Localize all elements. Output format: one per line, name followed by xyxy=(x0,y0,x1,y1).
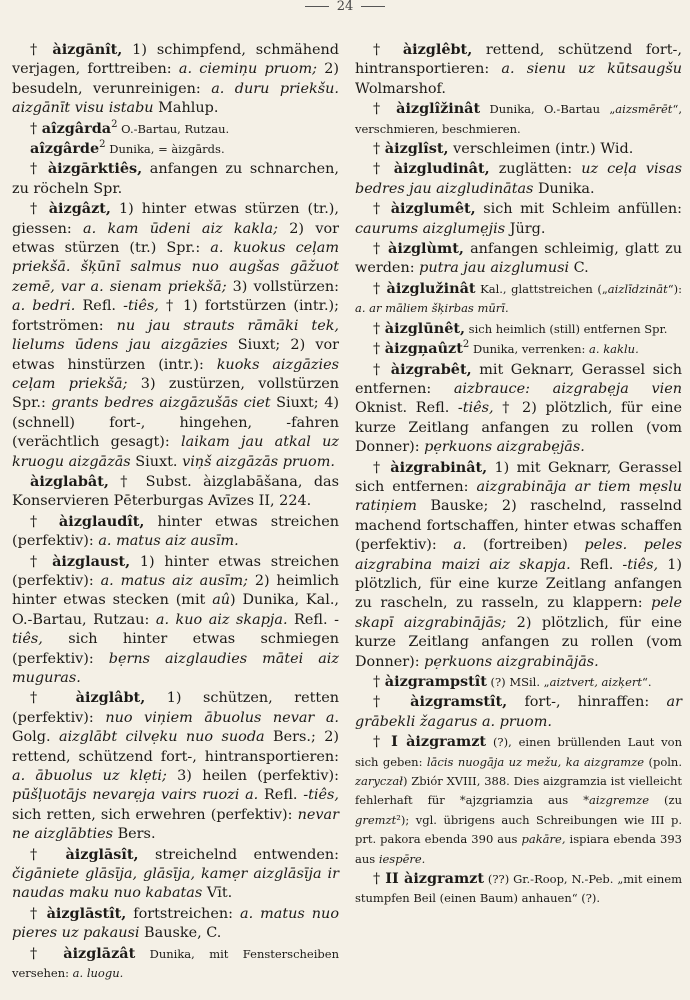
entry-text: † xyxy=(30,42,53,58)
entry-text: † xyxy=(30,690,76,707)
entry-example: grants bedres aizgāzušās ciet xyxy=(51,395,271,412)
entry-text: † xyxy=(373,341,385,358)
entry-headword: àizglāzât xyxy=(63,944,136,962)
dictionary-entry xyxy=(12,512,339,552)
entry-text: † xyxy=(373,101,397,118)
dictionary-entry xyxy=(355,239,682,279)
dictionary-entry xyxy=(355,672,682,692)
entry-example: a. kaklu. xyxy=(589,342,639,357)
entry-text: sich hinter etwas schmiegen (perfektiv): xyxy=(12,631,339,667)
entry-example: aizglābt cilvẹku nuo suoda xyxy=(58,729,265,746)
entry-headword: àizgrabêt, xyxy=(390,360,472,378)
entry-text: † xyxy=(373,42,403,58)
entry-text: † Subst. àizglabāšana, das Konservieren Pēterburgas Avīzes II, 224. xyxy=(12,473,339,510)
entry-example: čigāniete glāsīja, glāsīja, kamẹr aizglāsīja ir naudas maku nuo kabatas xyxy=(12,866,339,902)
dictionary-entry xyxy=(12,159,339,199)
entry-headword: àizgrabinât, xyxy=(390,458,488,476)
entry-headword: àizglâbt, xyxy=(75,689,146,707)
entry-small-text: “. xyxy=(642,675,652,689)
entry-example: bẹrns aizglaudies mātei aiz muguras. xyxy=(12,650,339,686)
entry-example: a. matus aiz ausīm; xyxy=(100,572,248,589)
dictionary-entry xyxy=(355,40,682,99)
entry-text: mit Geknarr, Gerassel sich entfernen: xyxy=(355,361,682,397)
dictionary-entry xyxy=(355,869,682,909)
entry-example: aizgremze xyxy=(588,793,649,808)
entry-headword: àizglêbt, xyxy=(402,41,473,58)
right-column xyxy=(355,40,682,909)
entry-small-text: (zu xyxy=(649,793,682,808)
dictionary-entry xyxy=(12,944,339,984)
entry-example: pakāre, xyxy=(521,832,566,847)
entry-text: † xyxy=(373,201,391,218)
entry-headword: àizglùmt, xyxy=(388,240,464,258)
entry-headword: àizgludinât, xyxy=(393,160,490,178)
entry-small-text: Dunika, O.-Bartau „ xyxy=(480,102,616,117)
entry-headword: àizgrampstît xyxy=(384,673,487,690)
entry-small-text: ispiara ebenda 393 aus xyxy=(355,832,683,866)
entry-example: kuoks aizgāzies ceļam priekšā; xyxy=(12,356,339,392)
entry-headword: àizglabât, xyxy=(30,472,109,490)
entry-superscript: 2 xyxy=(99,139,106,151)
entry-example: putra jau aizglumusi xyxy=(419,260,570,277)
entry-text: streichelnd entwenden: xyxy=(138,846,339,863)
entry-text: † 2) plötzlich, für eine kurze Zeitlang anfangen zu rollen (vom Donner): xyxy=(355,400,682,456)
entry-superscript: 2 xyxy=(462,339,470,351)
entry-text: † xyxy=(30,846,66,863)
entry-text: † xyxy=(373,161,394,178)
entry-text: ) Dunika, Kal., O.-Bartau, Rutzau: xyxy=(12,592,339,628)
entry-example: a. bedri. xyxy=(12,298,76,315)
entry-text: 1) schimpfend, schmähend verjagen, forttreiben: xyxy=(12,42,339,78)
entry-example: a. kam ūdeni aiz kakla; xyxy=(83,220,278,237)
entry-example: a. kuo aiz skapja. xyxy=(155,611,288,628)
entry-headword: àizglāstît, xyxy=(46,904,127,922)
entry-small-text: Dunika, verrenken: xyxy=(469,342,590,357)
dictionary-entry xyxy=(12,40,339,119)
dictionary-entry xyxy=(355,199,682,239)
entry-headword: àizgārktiês, xyxy=(47,160,143,178)
entry-headword: aîzgârde xyxy=(30,140,100,158)
entry-example: a. duru priekšu. aizgānīt visu istabu xyxy=(12,80,340,117)
entry-example: aiztvert, aizķert xyxy=(549,675,643,689)
entry-text: Wolmarshof. xyxy=(355,80,446,97)
entry-text: † xyxy=(30,513,59,530)
entry-example: -tiês, xyxy=(12,611,339,648)
entry-text: rettend, schützend fort-, hintransportieren: xyxy=(355,42,682,78)
entry-text: † xyxy=(373,459,391,476)
page-number-dash-right xyxy=(361,6,385,7)
entry-text: C. xyxy=(569,260,589,277)
entry-headword: aîzgârda xyxy=(41,119,112,137)
entry-example: nu jau strauts rāmāki tek, lielums ūdens jau aizgāzies xyxy=(12,317,340,354)
entry-text: sich retten, sich erwehren (perfektiv): xyxy=(12,806,298,823)
entry-small-text: (?), einen brüllenden Laut von sich geben: xyxy=(355,735,682,769)
entry-text: 2) vor etwas stürzen (tr.) Spr.: xyxy=(12,220,339,257)
entry-example: zaryczał xyxy=(355,774,403,789)
entry-text: † xyxy=(373,241,389,258)
entry-example: -tiês, xyxy=(622,556,659,573)
entry-text: Siuxt. xyxy=(130,453,183,470)
dictionary-entry xyxy=(12,845,339,904)
entry-example: lācis nuogāja uz mežu, ka aizgramze xyxy=(426,754,645,769)
entry-example: -tiês, xyxy=(457,400,494,417)
entry-text: 3) zustürzen, vollstürzen Spr.: xyxy=(12,375,339,412)
entry-text: anfangen schleimig, glatt zu werden: xyxy=(355,241,682,277)
entry-text: verschleimen (intr.) Wid. xyxy=(448,141,634,158)
entry-small-text: O.-Bartau, Rutzau. xyxy=(117,121,230,136)
entry-text: † xyxy=(373,694,411,711)
dictionary-entry xyxy=(355,159,682,199)
entry-example: aizlīdzināt xyxy=(607,281,668,296)
entry-example: viņš aizgāzās pruom. xyxy=(182,453,335,470)
entry-example: iespēre. xyxy=(378,851,426,866)
dictionary-entry xyxy=(355,458,682,672)
entry-headword: I àizgramzt xyxy=(391,733,487,751)
entry-headword: àizgramstît, xyxy=(410,693,508,711)
entry-example: aizsmērēt xyxy=(615,102,673,117)
dictionary-entry xyxy=(355,99,682,139)
entry-text: fort-, hinraffen: xyxy=(507,694,667,711)
entry-text: 1) plötzlich, für eine kurze Zeitlang anfangen zu rascheln, zu rasseln, zu klappern: xyxy=(355,556,682,612)
dictionary-entry xyxy=(355,279,682,319)
entry-example: a. xyxy=(453,537,467,554)
entry-small-text: (?) MSil. „ xyxy=(486,675,550,689)
entry-example: gremzt xyxy=(355,812,397,827)
entry-text: Oknist. Refl. xyxy=(355,400,458,417)
entry-text: † xyxy=(30,161,48,178)
entry-text: Refl. xyxy=(570,556,623,573)
entry-small-text: “): xyxy=(667,281,682,296)
entry-example: pele skapī aizgrabinājās; xyxy=(355,595,682,631)
entry-example: aizbrauce: aizgrabẹja vien xyxy=(453,380,682,397)
entry-text: 2) heimlich hinter etwas stecken (mit xyxy=(12,572,339,609)
dictionary-entry xyxy=(12,119,339,139)
entry-text: sich mit Schleim anfüllen: xyxy=(475,201,682,218)
entry-text: Refl. xyxy=(258,787,304,804)
entry-headword: àizgâzt, xyxy=(48,200,111,218)
entry-headword: àizglîžinât xyxy=(396,100,481,118)
entry-example: caurums aizglumẹjis xyxy=(355,220,506,237)
page-number-dash-left xyxy=(305,6,329,7)
entry-text: Dunika. xyxy=(533,180,595,197)
dictionary-entry xyxy=(12,904,339,944)
entry-text: Bauske, C. xyxy=(139,925,222,942)
entry-headword: àizglîst, xyxy=(384,140,449,158)
entry-example: -tiês, xyxy=(303,787,339,804)
entry-example: uz ceļa visas bedres jau aizgludinātas xyxy=(355,161,682,197)
entry-example: laikam jau atkal uz kruogu aizgāzās xyxy=(12,434,339,470)
entry-text: Siuxt; 2) vor etwas hinstürzen (intr.): xyxy=(12,337,339,373)
entry-text: Golg. xyxy=(12,729,59,746)
entry-text: † xyxy=(30,201,49,218)
entry-headword: àizgānît, xyxy=(52,41,123,58)
entry-text: † xyxy=(30,945,64,962)
entry-example: aizgrabināja ar tiem mẹslu ratiņiem xyxy=(355,478,682,515)
dictionary-entry xyxy=(355,360,682,458)
entry-example: nuo viņiem ābuolus nevar a. xyxy=(105,709,339,726)
entry-example: a. ābuolus uz klẹti; xyxy=(12,768,167,785)
dictionary-entry xyxy=(355,339,682,359)
dictionary-entry xyxy=(355,732,682,869)
entry-text: 3) heilen (perfektiv): xyxy=(166,768,339,785)
entry-headword: àizglāsît, xyxy=(65,845,139,863)
entry-text: 2) plötzlich, für eine kurze Zeitlang anfangen zu rollen (vom Donner): xyxy=(355,614,682,670)
entry-text: zuglätten: xyxy=(489,161,582,178)
entry-example: pūšļuotājs nevarẹja vairs ruozi a. xyxy=(12,787,259,804)
entry-example: a. kuokus ceļam priekšā. šķūnī salmus nuo augšas gāžuot zemē, var a. sienam priekšā; xyxy=(12,240,340,295)
entry-text: † xyxy=(373,361,391,378)
entry-text: Bauske; 2) raschelnd, rasselnd machend fortschaffen, hinter etwas schaffen (perfektiv): xyxy=(355,498,682,554)
dictionary-entry xyxy=(12,688,339,844)
entry-small-text: ²); vgl. übrigens auch Schreibungen wie III p. prt. pakora ebenda 390 aus xyxy=(355,812,682,847)
entry-text: † 1) fortstürzen (intr.); fortströmen: xyxy=(12,298,339,334)
entry-small-text: Kal., glattstreichen („ xyxy=(475,281,608,296)
entry-text: † xyxy=(30,120,42,137)
entry-text: 2) besudeln, verunreinigen: xyxy=(12,61,339,97)
entry-text: 1) hinter etwas stürzen (tr.), giessen: xyxy=(12,201,339,237)
entry-text: † xyxy=(373,674,385,690)
entry-example: a. matus nuo pieres uz pakausi xyxy=(12,905,339,942)
entry-small-text: “, verschmieren, beschmieren. xyxy=(355,102,682,136)
dictionary-entry xyxy=(12,552,339,689)
entry-text: fortstreichen: xyxy=(126,905,241,922)
entry-example: a. sienu uz kūtsaugšu xyxy=(501,61,682,78)
entry-superscript: 2 xyxy=(111,118,118,130)
entry-small-text: (??) Gr.-Roop, N.-Peb. „mit einem stumpfen Beil (einen Baum) anhauen“ (?). xyxy=(355,872,682,906)
entry-text: † xyxy=(373,280,387,297)
entry-example: a. ciemiņu pruom; xyxy=(178,61,317,78)
entry-example: a. ar māliem šķirbas mūrī. xyxy=(355,301,509,316)
entry-small-text: ) Zbiór XVIII, 388. Dies aizgramzia ist vielleicht fehlerhaft für *ajzgriamzia aus * xyxy=(355,774,682,808)
entry-example: nevar ne aizglābties xyxy=(12,806,339,843)
entry-example: a. luogu. xyxy=(72,966,124,981)
entry-example: aû xyxy=(212,592,231,609)
entry-text: 3) vollstürzen: xyxy=(226,278,339,295)
dictionary-entry xyxy=(12,472,339,512)
entry-text: hinter etwas streichen (perfektiv): xyxy=(12,513,339,550)
dictionary-entry xyxy=(12,139,339,159)
entry-headword: àizgņaûzt xyxy=(384,340,463,358)
entry-small-text: (poln. xyxy=(644,754,682,769)
entry-headword: II àizgramzt xyxy=(385,870,484,888)
page-number-text: 24 xyxy=(336,0,354,14)
entry-text: Jürg. xyxy=(505,220,546,237)
dictionary-entry xyxy=(355,319,682,339)
dictionary-entry xyxy=(12,199,339,472)
entry-text: 1) mit Geknarr, Gerassel sich entfernen: xyxy=(355,459,682,495)
entry-headword: àizglaust, xyxy=(52,552,131,570)
entry-text: † xyxy=(373,320,385,337)
entry-headword: àizglužinât xyxy=(386,279,476,297)
entry-headword: àizglumêt, xyxy=(390,200,476,218)
dictionary-entry xyxy=(355,139,682,159)
entry-small-text: sich heimlich (still) entfernen Spr. xyxy=(465,321,668,336)
entry-text: Mahlup. xyxy=(153,100,219,117)
entry-text: 1) schützen, retten (perfektiv): xyxy=(12,690,339,726)
entry-text: † xyxy=(30,905,47,922)
page-number xyxy=(0,0,690,14)
entry-small-text: Dunika, mit Fensterscheiben versehen: xyxy=(12,946,339,981)
entry-example: -tiês, xyxy=(123,298,159,315)
entry-text: † xyxy=(373,871,386,888)
entry-example: pẹrkuons aizgrabẹjās. xyxy=(424,439,585,456)
entry-text: Refl. xyxy=(75,298,124,315)
entry-text: † xyxy=(373,141,385,158)
entry-example: a. matus aiz ausīm. xyxy=(98,533,239,550)
entry-text: (fortreiben) xyxy=(466,537,585,554)
entry-text: Siuxt; 4) (schnell) fort-, hingehen, -fahren (verächtlich gesagt): xyxy=(12,395,339,451)
entry-text: anfangen zu schnarchen, zu röcheln Spr. xyxy=(12,161,339,197)
entry-example: pẹrkuons aizgrabinājās. xyxy=(424,653,599,670)
entry-headword: àizglūnêt, xyxy=(384,319,466,337)
entry-text: Refl. xyxy=(287,611,335,628)
entry-text: † xyxy=(30,553,53,570)
dictionary-entry xyxy=(355,692,682,732)
entry-example: ar grābekli žagarus a. pruom. xyxy=(355,694,682,730)
entry-example: peles. peles aizgrabina maizi aiz skapja. xyxy=(355,537,682,573)
entry-text: Vīt. xyxy=(202,885,233,902)
entry-text: † xyxy=(373,734,392,751)
entry-headword: àizglaudît, xyxy=(58,512,145,530)
entry-text: Bers.; 2) rettend, schützend fort-, hintransportieren: xyxy=(12,729,339,765)
left-column xyxy=(12,40,339,984)
entry-text: Bers. xyxy=(113,826,156,843)
entry-small-text: Dunika, = àizgārds. xyxy=(105,142,225,157)
entry-text: 1) hinter etwas streichen (perfektiv): xyxy=(12,553,339,589)
